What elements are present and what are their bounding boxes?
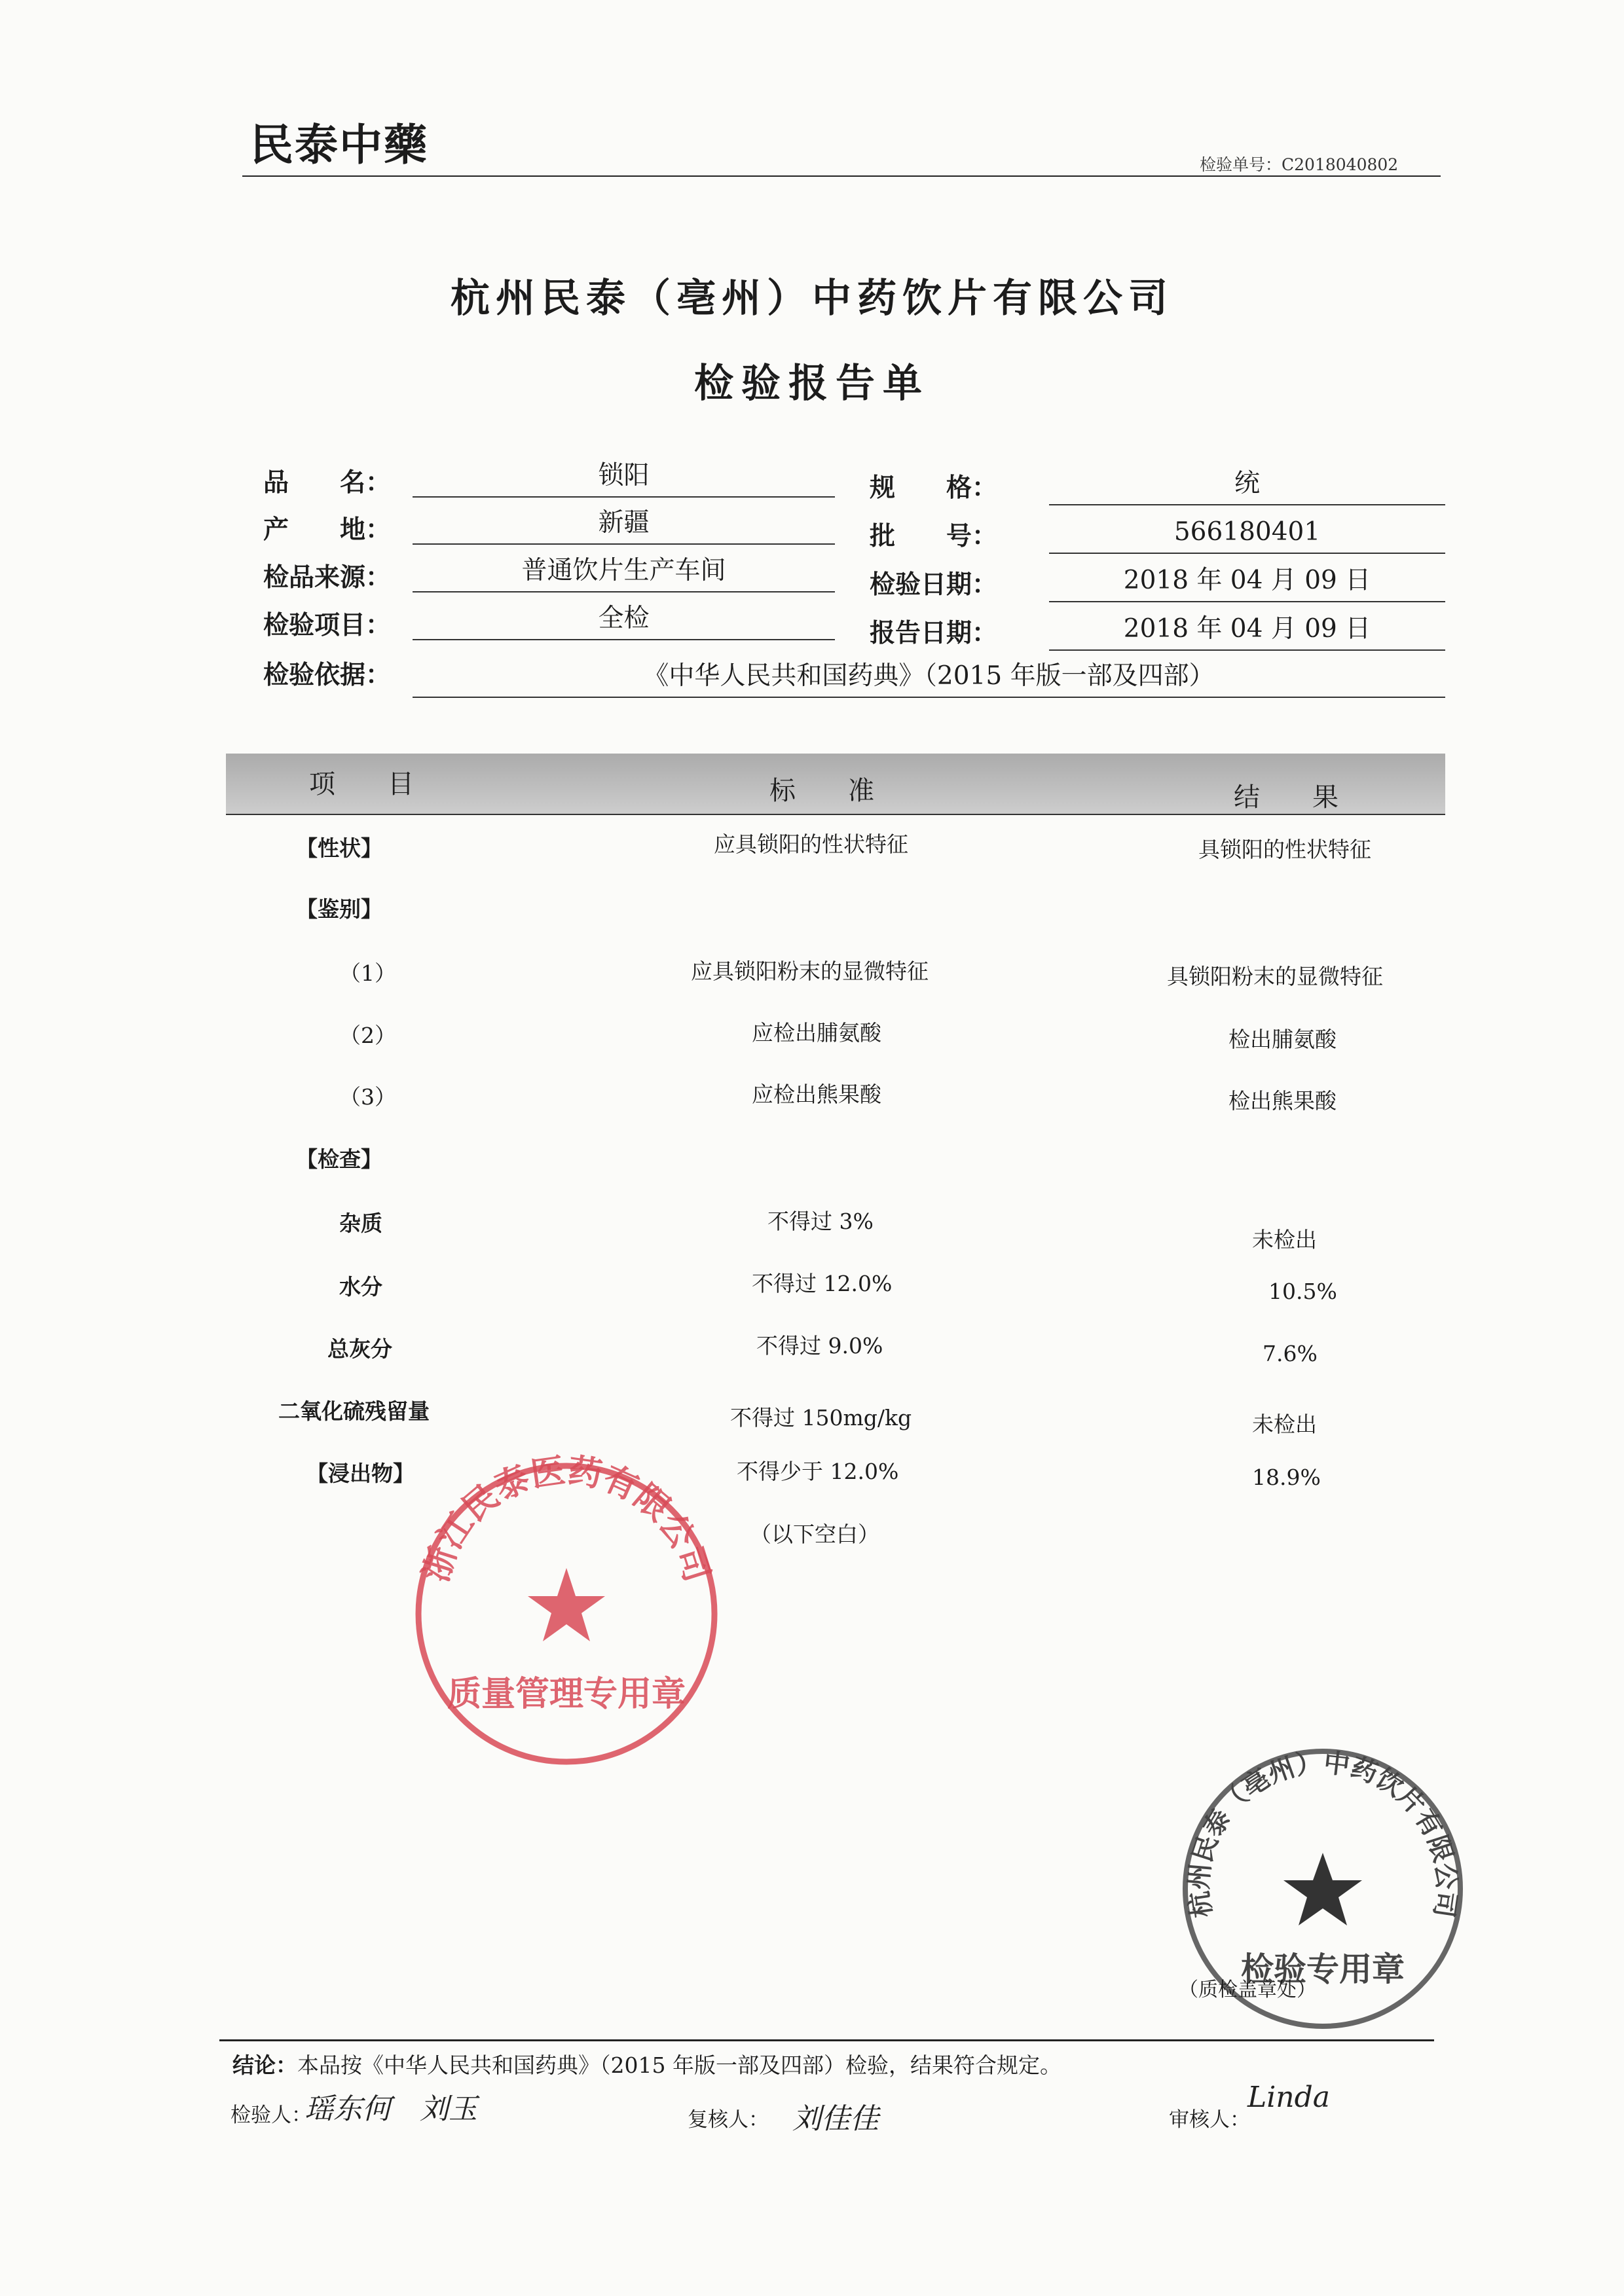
table-row-result: 具锁阳的性状特征 bbox=[1198, 837, 1371, 862]
name-label: 品 名： bbox=[263, 467, 392, 498]
report-date-label: 报告日期： bbox=[870, 618, 998, 648]
blank-note: （以下空白） bbox=[750, 1522, 879, 1547]
table-row-result: 7.6% bbox=[1263, 1341, 1318, 1366]
item-value: 全检 bbox=[413, 601, 835, 640]
inspector-label: 检验人： bbox=[231, 2104, 312, 2127]
name-value: 锁阳 bbox=[413, 458, 835, 498]
table-row-result: 检出熊果酸 bbox=[1228, 1088, 1337, 1114]
header-rule bbox=[242, 175, 1441, 177]
test-date-label: 检验日期： bbox=[870, 570, 998, 600]
table-row-item: （2） bbox=[339, 1023, 396, 1048]
quality-seal bbox=[406, 1447, 727, 1774]
report-date-value: 2018 年 04 月 09 日 bbox=[1049, 611, 1445, 651]
test-date-value: 2018 年 04 月 09 日 bbox=[1049, 563, 1445, 602]
report-number-label: 检验单号： bbox=[1200, 155, 1282, 174]
table-row-item: 水分 bbox=[339, 1274, 382, 1300]
table-row-result: 10.5% bbox=[1268, 1279, 1337, 1304]
approver-label: 审核人： bbox=[1169, 2108, 1250, 2132]
table-row-item: 总灰分 bbox=[327, 1336, 392, 1362]
inspector-signature: 瑶东何 刘玉 bbox=[304, 2092, 477, 2126]
star-icon bbox=[528, 1568, 605, 1641]
table-row-standard: 应检出脯氨酸 bbox=[752, 1020, 881, 1046]
table-row-result: 未检出 bbox=[1252, 1227, 1317, 1252]
table-row-standard: 不得过 9.0% bbox=[756, 1333, 883, 1358]
table-row-item: 【浸出物】 bbox=[306, 1461, 415, 1486]
table-row-result: 检出脯氨酸 bbox=[1228, 1027, 1337, 1052]
table-section-item: 【检查】 bbox=[296, 1146, 382, 1172]
batch-label: 批 号： bbox=[870, 521, 998, 551]
table-row-standard: 不得过 3% bbox=[767, 1209, 874, 1234]
seal-outer-text: 浙江民泰医药有限公司 bbox=[415, 1450, 718, 1587]
table-row-result: 18.9% bbox=[1252, 1465, 1321, 1490]
document-title: 检验报告单 bbox=[694, 361, 930, 407]
batch-value: 566180401 bbox=[1049, 515, 1445, 554]
conclusion-text: 本品按《中华人民共和国药典》（2015 年版一部及四部）检验，结果符合规定。 bbox=[297, 2052, 1061, 2078]
company-title: 杭州民泰（亳州）中药饮片有限公司 bbox=[451, 276, 1173, 321]
report-number bbox=[1200, 152, 1398, 175]
footer-rule bbox=[219, 2039, 1434, 2041]
table-row-standard: 应具锁阳粉末的显微特征 bbox=[691, 958, 929, 984]
table-row-result: 未检出 bbox=[1252, 1412, 1317, 1437]
table-row-result: 具锁阳粉末的显微特征 bbox=[1167, 964, 1383, 989]
table-row-standard: 不得过 12.0% bbox=[752, 1271, 893, 1296]
source-label: 检品来源： bbox=[263, 562, 392, 592]
origin-value: 新疆 bbox=[413, 505, 835, 545]
company-logo: 民泰中藥 bbox=[250, 119, 428, 170]
source-value: 普通饮片生产车间 bbox=[413, 553, 835, 592]
header-result: 结 果 bbox=[1234, 782, 1338, 812]
table-row-item: （1） bbox=[339, 960, 396, 986]
conclusion-label: 结论： bbox=[232, 2052, 297, 2078]
header-item: 项 目 bbox=[309, 769, 414, 799]
conclusion bbox=[232, 2049, 1061, 2079]
reviewer-label: 复核人： bbox=[688, 2108, 769, 2132]
table-row-standard: 不得过 150mg/kg bbox=[730, 1405, 912, 1430]
table-section-item: 【鉴别】 bbox=[296, 896, 382, 922]
approver-signature: Linda bbox=[1247, 2081, 1331, 2114]
table-row-item: 【性状】 bbox=[296, 835, 382, 861]
svg-text:浙江民泰医药有限公司 bbox=[416, 1451, 717, 1587]
table-row-item: 二氧化硫残留量 bbox=[278, 1398, 430, 1424]
spec-label: 规 格： bbox=[870, 473, 998, 503]
stamp-place-note: （质检盖章处） bbox=[1179, 1978, 1316, 2001]
table-row-standard: 应检出熊果酸 bbox=[752, 1082, 881, 1107]
star-icon bbox=[1283, 1853, 1362, 1925]
table-row-standard: 不得少于 12.0% bbox=[737, 1459, 899, 1484]
seal-inner-text: 质量管理专用章 bbox=[447, 1674, 686, 1714]
basis-label: 检验依据： bbox=[263, 660, 392, 690]
table-row-standard: 应具锁阳的性状特征 bbox=[714, 831, 908, 857]
basis-value: 《中华人民共和国药典》（2015 年版一部及四部） bbox=[413, 659, 1445, 698]
spec-value: 统 bbox=[1049, 466, 1445, 505]
item-label: 检验项目： bbox=[263, 610, 392, 640]
table-row-item: 杂质 bbox=[339, 1211, 382, 1236]
table-row-item: （3） bbox=[339, 1084, 396, 1110]
reviewer-signature: 刘佳佳 bbox=[792, 2102, 879, 2136]
seal-inner-text: 检验专用章 bbox=[1241, 1950, 1405, 1988]
header-standard: 标 准 bbox=[769, 776, 874, 806]
report-number-value: C2018040802 bbox=[1282, 155, 1399, 174]
origin-label: 产 地： bbox=[263, 515, 392, 545]
seal-outer-text: 杭州民泰（亳州）中药饮片有限公司 bbox=[1183, 1747, 1462, 1920]
